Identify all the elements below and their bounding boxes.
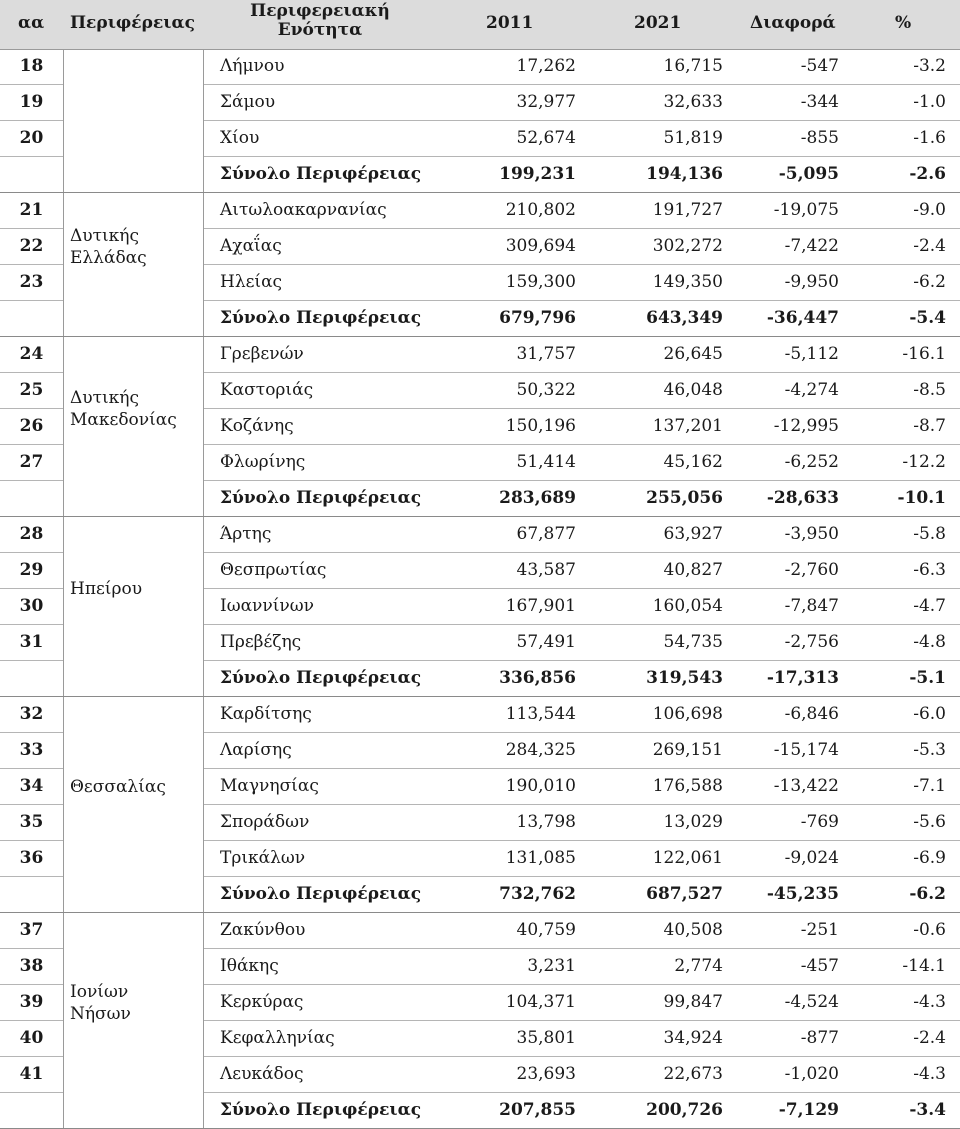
row-index: 37: [19, 920, 44, 940]
table-row: [0, 265, 960, 301]
row-index: 40: [19, 1028, 44, 1048]
value-pct: -2.4: [913, 1028, 946, 1048]
value-diff: -6,846: [784, 704, 839, 724]
value-diff: -13,422: [773, 776, 839, 796]
header-region: Περιφέρειας: [70, 13, 195, 33]
total-row: [0, 301, 960, 337]
value-pct: -12.2: [902, 452, 946, 472]
header-aa: αα: [18, 13, 45, 33]
table-row: [0, 121, 960, 157]
value-2011: 3,231: [527, 956, 576, 976]
value-2011: 104,371: [505, 992, 576, 1012]
value-diff: -9,950: [784, 272, 839, 292]
value-diff: -7,847: [784, 596, 839, 616]
table-row: [0, 1057, 960, 1093]
value-2011: 52,674: [516, 128, 576, 148]
unit-name: Λευκάδος: [220, 1064, 304, 1084]
total-2011: 283,689: [499, 488, 576, 508]
value-diff: -547: [800, 56, 839, 76]
table-row: [0, 625, 960, 661]
value-diff: -12,995: [773, 416, 839, 436]
total-2021: 319,543: [646, 668, 723, 688]
table-row: [0, 985, 960, 1021]
value-diff: -2,756: [784, 632, 839, 652]
value-pct: -0.6: [913, 920, 946, 940]
value-2011: 150,196: [505, 416, 576, 436]
value-diff: -15,174: [773, 740, 839, 760]
value-2011: 57,491: [516, 632, 576, 652]
row-index: 30: [19, 596, 44, 616]
value-pct: -1.0: [913, 92, 946, 112]
value-2011: 67,877: [516, 524, 576, 544]
unit-name: Θεσπρωτίας: [220, 560, 327, 580]
column-divider: [203, 337, 204, 516]
value-pct: -9.0: [913, 200, 946, 220]
column-divider: [63, 49, 64, 192]
row-index: 28: [19, 524, 44, 544]
unit-name: Ιθάκης: [220, 956, 279, 976]
unit-name: Πρεβέζης: [220, 632, 302, 652]
row-index: 25: [19, 380, 44, 400]
column-divider: [63, 517, 64, 696]
value-pct: -6.9: [913, 848, 946, 868]
value-pct: -1.6: [913, 128, 946, 148]
row-index: 32: [19, 704, 44, 724]
total-diff: -36,447: [766, 308, 839, 328]
value-diff: -2,760: [784, 560, 839, 580]
region-label-line: Θεσσαλίας: [70, 777, 166, 797]
unit-name: Αχαΐας: [220, 236, 282, 256]
header-2021: 2021: [634, 13, 682, 33]
unit-name: Αιτωλοακαρνανίας: [220, 200, 387, 220]
value-diff: -19,075: [773, 200, 839, 220]
region-label-line: Δυτικής: [70, 226, 140, 246]
total-2011: 679,796: [499, 308, 576, 328]
total-pct: -2.6: [909, 164, 946, 184]
value-2011: 50,322: [516, 380, 576, 400]
value-diff: -457: [800, 956, 839, 976]
value-2021: 22,673: [663, 1064, 723, 1084]
value-2021: 51,819: [663, 128, 723, 148]
value-2021: 16,715: [663, 56, 723, 76]
unit-name: Λαρίσης: [220, 740, 292, 760]
value-pct: -16.1: [902, 344, 946, 364]
column-divider: [203, 697, 204, 912]
header-unit-line2: Ενότητα: [277, 20, 363, 40]
total-row: [0, 157, 960, 193]
value-2021: 122,061: [652, 848, 723, 868]
unit-name: Φλωρίνης: [220, 452, 306, 472]
value-2021: 191,727: [652, 200, 723, 220]
unit-name: Σάμου: [220, 92, 276, 112]
column-divider: [63, 337, 64, 516]
value-2021: 137,201: [652, 416, 723, 436]
value-pct: -8.5: [913, 380, 946, 400]
value-pct: -4.3: [913, 1064, 946, 1084]
column-divider: [203, 913, 204, 1128]
total-label: Σύνολο Περιφέρειας: [220, 668, 422, 688]
region-label: [70, 387, 177, 431]
value-pct: -6.3: [913, 560, 946, 580]
value-diff: -7,422: [784, 236, 839, 256]
unit-name: Μαγνησίας: [220, 776, 319, 796]
value-2021: 54,735: [663, 632, 723, 652]
value-2011: 284,325: [505, 740, 576, 760]
total-pct: -5.4: [909, 308, 946, 328]
value-2011: 131,085: [505, 848, 576, 868]
total-diff: -7,129: [778, 1100, 839, 1120]
value-pct: -6.2: [913, 272, 946, 292]
unit-name: Κοζάνης: [220, 416, 294, 436]
unit-name: Κεφαλληνίας: [220, 1028, 335, 1048]
table-row: [0, 913, 960, 949]
value-2011: 40,759: [516, 920, 576, 940]
row-index: 29: [19, 560, 44, 580]
region-label-line: Δυτικής: [70, 388, 140, 408]
value-2021: 40,508: [663, 920, 723, 940]
row-index: 20: [19, 128, 44, 148]
table-row: [0, 805, 960, 841]
total-label: Σύνολο Περιφέρειας: [220, 884, 422, 904]
value-pct: -6.0: [913, 704, 946, 724]
row-index: 34: [19, 776, 44, 796]
region-label-line: Νήσων: [70, 1004, 131, 1024]
value-2011: 113,544: [505, 704, 576, 724]
region-label: [70, 776, 166, 798]
total-2011: 732,762: [499, 884, 576, 904]
unit-name: Ιωαννίνων: [220, 596, 314, 616]
column-divider: [63, 697, 64, 912]
total-pct: -10.1: [897, 488, 946, 508]
column-divider: [203, 193, 204, 336]
total-diff: -45,235: [766, 884, 839, 904]
region-label: [70, 981, 131, 1025]
unit-name: Σποράδων: [220, 812, 310, 832]
value-2011: 43,587: [516, 560, 576, 580]
table-row: [0, 949, 960, 985]
row-index: 27: [19, 452, 44, 472]
total-row: [0, 877, 960, 913]
value-pct: -4.7: [913, 596, 946, 616]
value-2021: 99,847: [663, 992, 723, 1012]
total-label: Σύνολο Περιφέρειας: [220, 1100, 422, 1120]
row-index: 22: [19, 236, 44, 256]
unit-name: Καστοριάς: [220, 380, 314, 400]
table-row: [0, 553, 960, 589]
total-2011: 336,856: [499, 668, 576, 688]
unit-name: Καρδίτσης: [220, 704, 312, 724]
region-label-line: Μακεδονίας: [70, 410, 177, 430]
value-pct: -5.6: [913, 812, 946, 832]
row-index: 26: [19, 416, 44, 436]
header-diff: Διαφορά: [750, 13, 836, 33]
value-pct: -5.8: [913, 524, 946, 544]
value-pct: -4.3: [913, 992, 946, 1012]
value-diff: -1,020: [784, 1064, 839, 1084]
row-index: 24: [19, 344, 44, 364]
value-diff: -6,252: [784, 452, 839, 472]
value-2011: 309,694: [505, 236, 576, 256]
total-pct: -3.4: [909, 1100, 946, 1120]
row-index: 21: [19, 200, 44, 220]
row-index: 36: [19, 848, 44, 868]
total-pct: -6.2: [909, 884, 946, 904]
header-2011: 2011: [486, 13, 534, 33]
value-2021: 302,272: [652, 236, 723, 256]
value-2021: 46,048: [663, 380, 723, 400]
value-2021: 160,054: [652, 596, 723, 616]
value-2011: 23,693: [516, 1064, 576, 1084]
table-row: [0, 337, 960, 373]
table-row: [0, 445, 960, 481]
table-row: [0, 697, 960, 733]
value-2021: 45,162: [663, 452, 723, 472]
unit-name: Τρικάλων: [220, 848, 306, 868]
total-row: [0, 1093, 960, 1129]
region-label-line: Ηπείρου: [70, 579, 143, 599]
value-2021: 32,633: [663, 92, 723, 112]
value-2021: 13,029: [663, 812, 723, 832]
value-pct: -3.2: [913, 56, 946, 76]
unit-name: Ηλείας: [220, 272, 283, 292]
value-2011: 159,300: [505, 272, 576, 292]
header-unit-line1: Περιφερειακή: [250, 1, 390, 21]
unit-name: Χίου: [220, 128, 260, 148]
value-diff: -344: [800, 92, 839, 112]
table-row: [0, 193, 960, 229]
total-label: Σύνολο Περιφέρειας: [220, 308, 422, 328]
region-label: [70, 225, 147, 269]
value-pct: -2.4: [913, 236, 946, 256]
value-2021: 2,774: [674, 956, 723, 976]
value-diff: -4,524: [784, 992, 839, 1012]
value-2021: 40,827: [663, 560, 723, 580]
value-diff: -251: [800, 920, 839, 940]
value-pct: -4.8: [913, 632, 946, 652]
region-label-line: Ελλάδας: [70, 248, 147, 268]
value-2011: 210,802: [505, 200, 576, 220]
value-2021: 269,151: [652, 740, 723, 760]
unit-name: Κερκύρας: [220, 992, 304, 1012]
total-row: [0, 661, 960, 697]
row-index: 31: [19, 632, 44, 652]
unit-name: Άρτης: [220, 524, 272, 544]
total-2021: 643,349: [646, 308, 723, 328]
table-row: [0, 517, 960, 553]
row-index: 35: [19, 812, 44, 832]
row-index: 41: [19, 1064, 44, 1084]
table-row: [0, 49, 960, 85]
region-label: [70, 578, 142, 600]
table-header: [0, 0, 960, 50]
total-2011: 207,855: [499, 1100, 576, 1120]
total-2011: 199,231: [499, 164, 576, 184]
unit-name: Γρεβενών: [220, 344, 304, 364]
row-index: 33: [19, 740, 44, 760]
row-index: 39: [19, 992, 44, 1012]
region-label-line: Ιονίων: [70, 982, 129, 1002]
value-2011: 35,801: [516, 1028, 576, 1048]
value-2011: 31,757: [516, 344, 576, 364]
column-divider: [203, 49, 204, 192]
value-pct: -5.3: [913, 740, 946, 760]
row-index: 19: [19, 92, 44, 112]
total-2021: 255,056: [646, 488, 723, 508]
header-unit: [216, 2, 424, 40]
value-diff: -5,112: [784, 344, 839, 364]
value-2021: 34,924: [663, 1028, 723, 1048]
table-row: [0, 1021, 960, 1057]
value-2021: 26,645: [663, 344, 723, 364]
value-pct: -7.1: [913, 776, 946, 796]
table-row: [0, 589, 960, 625]
column-divider: [203, 517, 204, 696]
value-diff: -9,024: [784, 848, 839, 868]
unit-name: Ζακύνθου: [220, 920, 306, 940]
value-2011: 167,901: [505, 596, 576, 616]
total-2021: 687,527: [646, 884, 723, 904]
value-2011: 51,414: [516, 452, 576, 472]
total-diff: -28,633: [766, 488, 839, 508]
value-pct: -14.1: [902, 956, 946, 976]
value-2011: 32,977: [516, 92, 576, 112]
value-diff: -769: [800, 812, 839, 832]
table-row: [0, 841, 960, 877]
value-2021: 106,698: [652, 704, 723, 724]
table-row: [0, 85, 960, 121]
total-2021: 200,726: [646, 1100, 723, 1120]
value-2011: 190,010: [505, 776, 576, 796]
value-diff: -3,950: [784, 524, 839, 544]
table-row: [0, 733, 960, 769]
total-diff: -17,313: [766, 668, 839, 688]
value-2021: 63,927: [663, 524, 723, 544]
row-index: 18: [19, 56, 44, 76]
value-2021: 149,350: [652, 272, 723, 292]
value-diff: -4,274: [784, 380, 839, 400]
total-row: [0, 481, 960, 517]
unit-name: Λήμνου: [220, 56, 285, 76]
value-2011: 13,798: [516, 812, 576, 832]
column-divider: [63, 193, 64, 336]
total-2021: 194,136: [646, 164, 723, 184]
value-pct: -8.7: [913, 416, 946, 436]
value-2021: 176,588: [652, 776, 723, 796]
total-diff: -5,095: [778, 164, 839, 184]
total-pct: -5.1: [909, 668, 946, 688]
value-diff: -877: [800, 1028, 839, 1048]
row-index: 23: [19, 272, 44, 292]
total-label: Σύνολο Περιφέρειας: [220, 164, 422, 184]
column-divider: [63, 913, 64, 1128]
header-pct: %: [895, 13, 912, 33]
value-diff: -855: [800, 128, 839, 148]
total-label: Σύνολο Περιφέρειας: [220, 488, 422, 508]
value-2011: 17,262: [516, 56, 576, 76]
row-index: 38: [19, 956, 44, 976]
